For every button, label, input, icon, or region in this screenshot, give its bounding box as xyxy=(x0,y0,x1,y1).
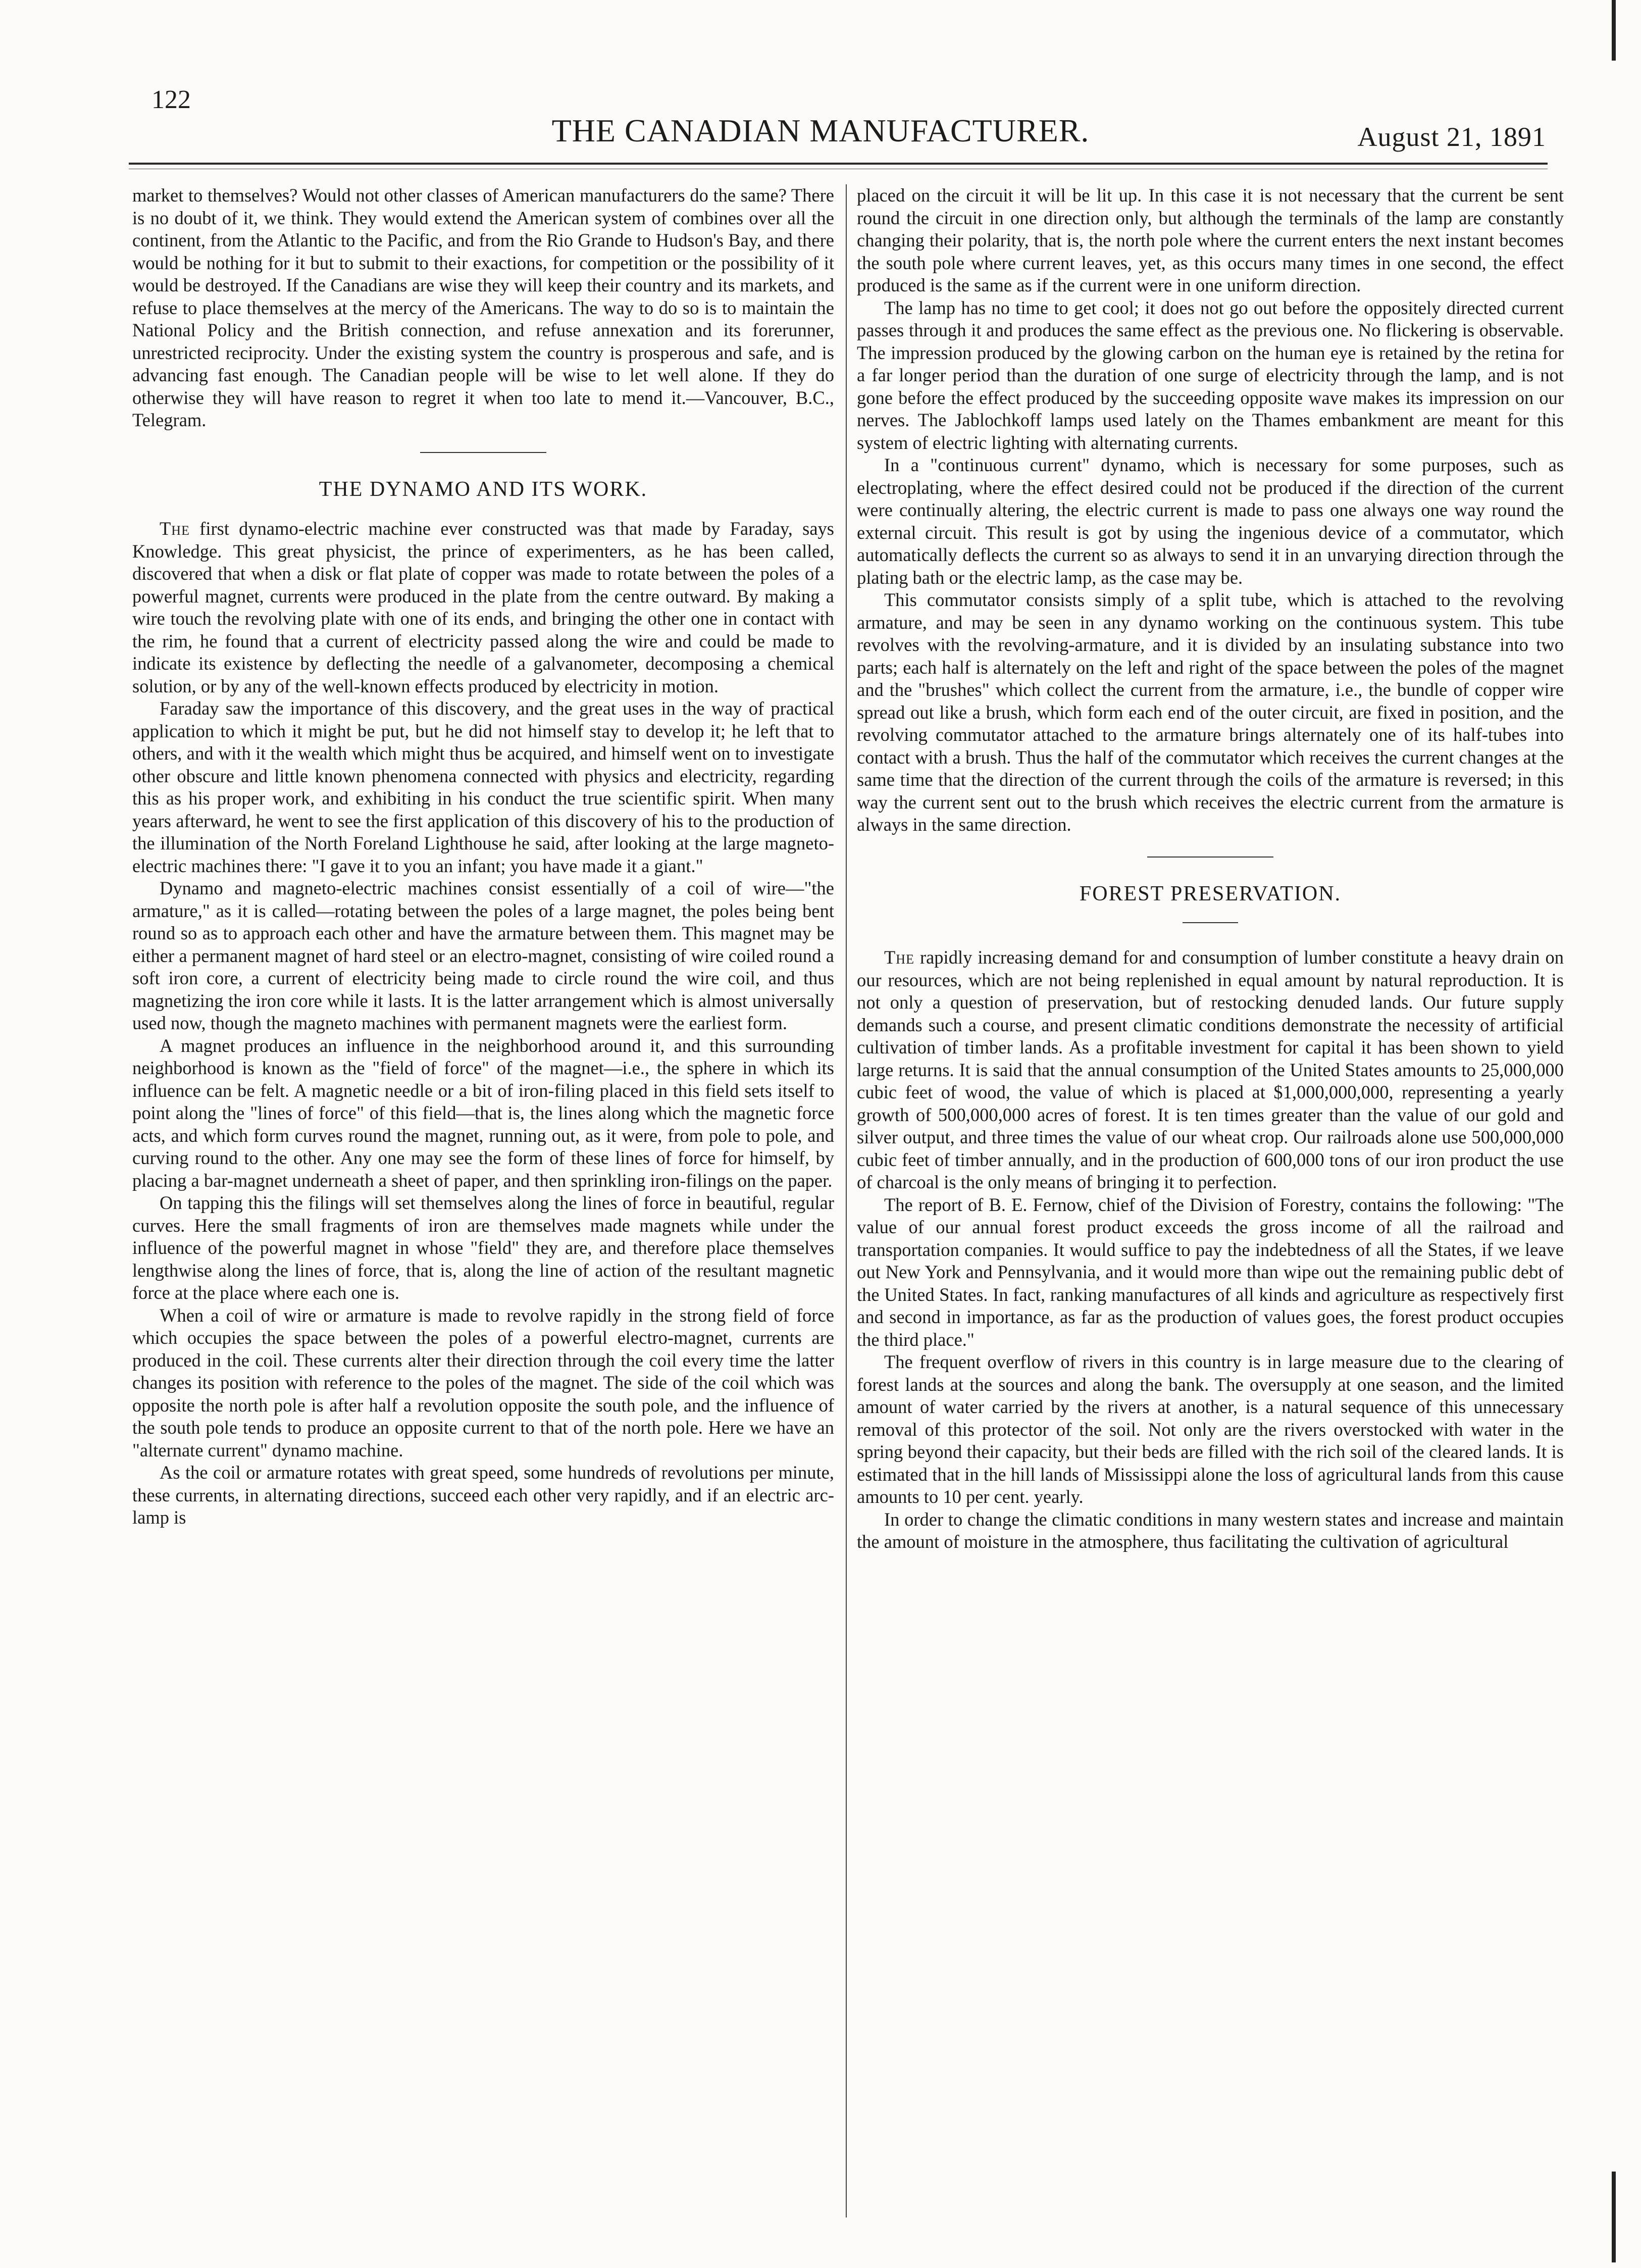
column-divider xyxy=(846,184,847,2217)
section-separator xyxy=(420,452,546,453)
publication-masthead: THE CANADIAN MANUFACTURER. xyxy=(551,113,1090,148)
section-separator xyxy=(1147,856,1273,858)
dynamo-paragraph: The first dynamo-electric machine ever constructed was that made by Faraday, says Knowledge. This great physicist, the prince of experimenters, as he has been called, discovered that when a disk or flat plate of copper was made to rotate between the poles of a powerful magnet, currents were produced in the plate from the centre outward. By making a wire touch the revolving plate with one of its ends, and bringing the other one in contact with the rim, he found that a current of electricity passed along the wire and could be made to indicate its existence by deflecting the needle of a galvanometer, decomposing a chemical solution, or by any of the well-known effects produced by electricity in motion. xyxy=(132,518,834,696)
dynamo-paragraph: Dynamo and magneto-electric machines consist essentially of a coil of wire—"the armature," as it is called—rotating between the poles of a large magnet, the poles being bent round so as to approach each other and have the armature between them. This magnet may be either a permanent magnet of hard steel or an electro-magnet, consisting of wire coiled round a soft iron core, a current of electricity being made to circle round the wire coil, and thus magnetizing the iron core while it lasts. It is the latter arrangement which is almost universally used now, though the magneto machines with permanent magnets were the earliest form. xyxy=(132,878,834,1033)
dynamo-paragraph: A magnet produces an influence in the neighborhood around it, and this surrounding neighborhood is known as the "field of force" of the magnet—i.e., the sphere in which its influence can be felt. A magnetic needle or a bit of iron-filing placed in this field sets itself to point along the "lines of force" of this field—that is, the lines along which the magnetic force acts, and which form curves round the magnet, running out, as it were, from pole to pole, and curving round to the other. Any one may see the form of these lines of force for himself, by placing a bar-magnet underneath a sheet of paper, and then sprinkling iron-filings on the paper. xyxy=(132,1035,834,1191)
dynamo-paragraph: Faraday saw the importance of this discovery, and the great uses in the way of practical application to which it might be put, but he did not himself stay to develop it; he left that to others, and with it the wealth which might thus be acquired, and himself went on to investigate other obscure and little known phenomena connected with physics and electricity, regarding this as his proper work, and exhibiting in his conduct the true scientific spirit. When many years afterward, he went to see the first application of this discovery of his to the production of the illumination of the North Foreland Lighthouse he said, after looking at the large magneto-electric machines there: "I gave it to you an infant; you have made it a giant." xyxy=(132,698,834,876)
dynamo-paragraph: placed on the circuit it will be lit up. In this case it is not necessary that the current be sent round the circuit in one direction only, but although the terminals of the lamp are constantly changing their polarity, that is, the north pole where the current enters the next instant becomes the south pole where current leaves, yet, as this occurs many times in one second, the effect produced is the same as if the current were in one uniform direction. xyxy=(857,185,1564,295)
forest-paragraph: In order to change the climatic conditions in many western states and increase and maintain the amount of moisture in the atmosphere, thus facilitating the cultivation of agricultural xyxy=(857,1508,1564,1552)
forest-article-title: FOREST PRESERVATION. xyxy=(1079,882,1342,905)
right-column xyxy=(857,184,1564,2207)
lead-word: The xyxy=(884,947,914,968)
issue-date: August 21, 1891 xyxy=(1357,122,1546,152)
page-edge-mark xyxy=(1612,2172,1616,2262)
dynamo-article-title: THE DYNAMO AND ITS WORK. xyxy=(319,477,648,501)
forest-paragraph: The report of B. E. Fernow, chief of the Division of Forestry, contains the following: "The value of our annual forest product exceeds the gross income of all the railroad and transportation companies. It would suffice to pay the indebtedness of all the States, if we leave out New York and Pennsylvania, and it would more than wipe out the remaining public debt of the United States. In fact, ranking manufactures of all kinds and agriculture as respectively first and second in importance, as far as the production of values goes, the forest product occupies the third place." xyxy=(857,1194,1564,1350)
dynamo-paragraph: On tapping this the filings will set themselves along the lines of force in beautiful, regular curves. Here the small fragments of iron are themselves made magnets while under the influence of the powerful magnet in whose "field" they are, and therefore place themselves lengthwise along the lines of force, that is, along the line of action of the resultant magnetic force at the place where each one is. xyxy=(132,1192,834,1303)
page-edge-mark xyxy=(1612,0,1616,61)
page-number: 122 xyxy=(151,85,191,114)
header-rule xyxy=(129,163,1548,165)
lead-word: The xyxy=(160,518,190,539)
dynamo-paragraph: The lamp has no time to get cool; it does not go out before the oppositely directed current passes through it and produces the same effect as the previous one. No flickering is observable. The impression produced by the glowing carbon on the human eye is retained by the retina for a far longer period than the duration of one surge of electricity through the lamp, and is not gone before the effect produced by the succeeding opposite wave makes its impression on our nerves. The Jablochkoff lamps used lately on the Thames embankment are meant for this system of electric lighting with alternating currents. xyxy=(857,297,1564,453)
title-underline xyxy=(1183,922,1238,923)
forest-paragraph: The rapidly increasing demand for and consumption of lumber constitute a heavy drain on our resources, which are not being replenished in equal amount by natural reproduction. It is not only a question of preservation, but of restocking denuded lands. Our future supply demands such a course, and present climatic conditions demonstrate the necessity of artificial cultivation of timber lands. As a profitable investment for capital it has been shown to yield large returns. It is said that the annual consumption of the United States amounts to 25,000,000 cubic feet of wood, the value of which is placed at $1,000,000,000, representing a yearly growth of 500,000,000 acres of forest. It is ten times greater than the value of our gold and silver output, and three times the value of our wheat crop. Our railroads alone use 500,000,000 cubic feet of timber annually, and in the production of 600,000 tons of our iron product the use of charcoal is the only means of bringing it to perfection. xyxy=(857,947,1564,1192)
left-column xyxy=(132,184,834,2207)
forest-paragraph: The frequent overflow of rivers in this country is in large measure due to the clearing of forest lands at the sources and along the bank. The oversupply at one season, and the limited amount of water carried by the rivers at another, is a natural sequence of this unnecessary removal of this protector of the soil. Not only are the rivers overstocked with water in the spring beyond their capacity, but their beds are filled with the rich soil of the cleared lands. It is estimated that in the hill lands of Mississippi alone the loss of agricultural lands from this cause amounts to 10 per cent. yearly. xyxy=(857,1351,1564,1507)
dynamo-paragraph: As the coil or armature rotates with great speed, some hundreds of revolutions per minute, these currents, in alternating directions, succeed each other very rapidly, and if an electric arc-lamp is xyxy=(132,1462,834,1528)
dynamo-paragraph: When a coil of wire or armature is made to revolve rapidly in the strong field of force which occupies the space between the poles of a powerful electro-magnet, currents are produced in the coil. These currents alter their direction through the coil every time the latter changes its position with reference to the poles of the magnet. The side of the coil which was opposite the north pole is after half a revolution opposite the south pole, and the influence of the south pole tends to produce an opposite current to that of the north pole. Here we have an "alternate current" dynamo machine. xyxy=(132,1304,834,1460)
dynamo-paragraph: This commutator consists simply of a split tube, which is attached to the revolving armature, and may be seen in any dynamo working on the continuous system. This tube revolves with the revolving-armature, and it is divided by an insulating substance into two parts; each half is alternately on the left and right of the space between the poles of the magnet and the "brushes" which collect the current from the armature, i.e., the bundle of copper wire spread out like a brush, which form each end of the outer circuit, are fixed in position, and the revolving commutator attached to the armature brings alternately one of its half-tubes into contact with a brush. Thus the half of the commutator which receives the current changes at the same time that the direction of the current through the coils of the armature is reversed; in this way the current sent out to the brush which receives the electric current from the armature is always in the same direction. xyxy=(857,589,1564,835)
continued-paragraph: market to themselves? Would not other classes of American manufacturers do the same? There is no doubt of it, we think. They would extend the American system of combines over all the continent, from the Atlantic to the Pacific, and from the Rio Grande to Hudson's Bay, and there would be nothing for it but to submit to their exactions, for competition or the possibility of it would be destroyed. If the Canadians are wise they will keep their country and its markets, and refuse to place themselves at the mercy of the Americans. The way to do so is to maintain the National Policy and the British connection, and refuse annexation and its forerunner, unrestricted reciprocity. Under the existing system the country is prosperous and safe, and is advancing fast enough. The Canadian people will be wise to let well alone. If they do otherwise they will have reason to regret it when too late to mend it.—Vancouver, B.C., Telegram. xyxy=(132,185,834,430)
dynamo-paragraph: In a "continuous current" dynamo, which is necessary for some purposes, such as electroplating, where the effect desired could not be produced if the direction of the current were continually altering, the electric current is made to pass one always one way round the external circuit. This result is got by using the ingenious device of a commutator, which automatically deflects the current so as always to send it in an unvarying direction through the plating bath or the electric lamp, as the case may be. xyxy=(857,455,1564,588)
